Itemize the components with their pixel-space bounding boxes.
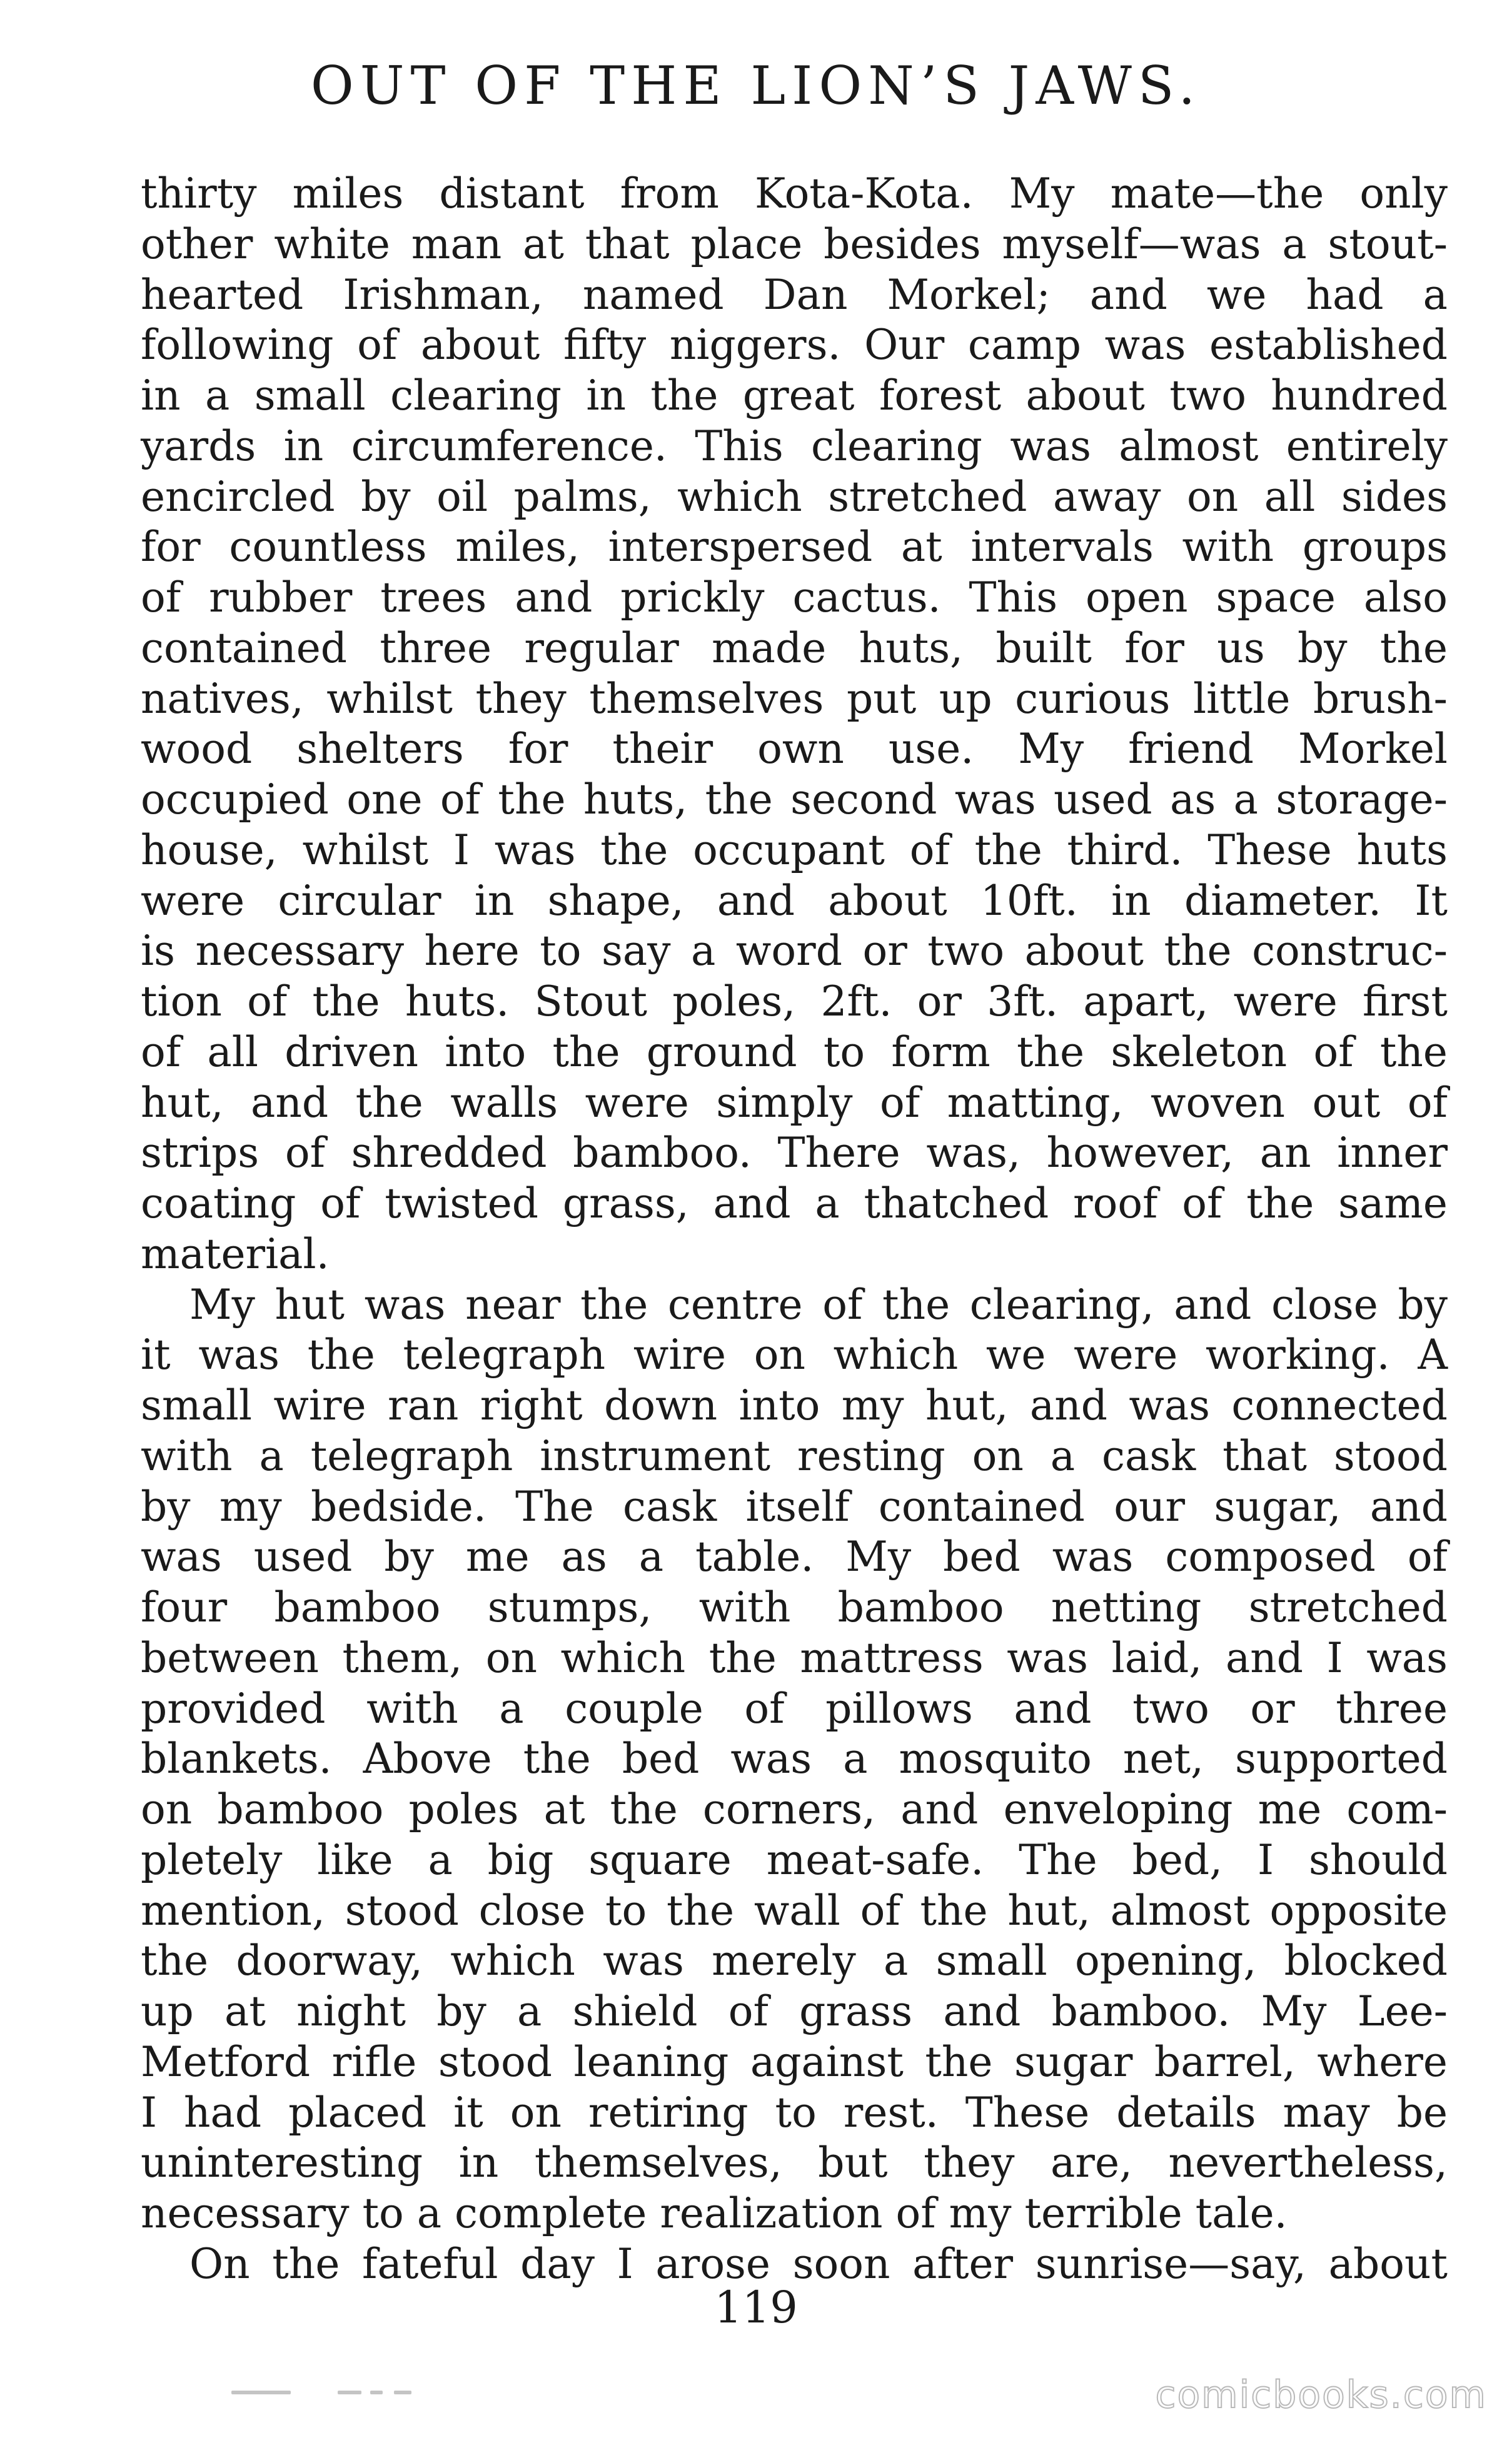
text-line: material.: [141, 1229, 330, 1278]
text-line: four bamboo stumps, with bamboo netting stretched: [141, 1583, 1448, 1631]
text-line: up at night by a shield of grass and bamboo. My Lee-: [141, 1987, 1448, 2035]
text-line: for countless miles, interspersed at intervals with groups: [141, 523, 1448, 572]
page-number: 119: [714, 2282, 798, 2333]
text-line: of all driven into the ground to form the skeleton of the: [141, 1027, 1448, 1076]
text-line: with a telegraph instrument resting on a cask that stood: [141, 1431, 1448, 1480]
text-line: by my bedside. The cask itself contained our sugar, and: [141, 1482, 1448, 1531]
body-text: [141, 169, 1448, 2290]
text-line: of rubber trees and prickly cactus. This open space also: [141, 573, 1448, 622]
text-line: thirty miles distant from Kota-Kota. My mate—the only: [141, 169, 1448, 218]
text-line: tion of the huts. Stout poles, 2ft. or 3ft. apart, were first: [141, 977, 1448, 1026]
text-line: on bamboo poles at the corners, and enveloping me com-: [141, 1785, 1448, 1833]
text-line: natives, whilst they themselves put up curious little brush-: [141, 674, 1448, 723]
text-line: provided with a couple of pillows and two or three: [141, 1684, 1448, 1733]
site-watermark: comicbooks.com: [1155, 2373, 1487, 2417]
text-line: Metford rifle stood leaning against the sugar barrel, where: [141, 2037, 1448, 2086]
text-line: My hut was near the centre of the clearing, and close by: [189, 1280, 1448, 1329]
scan-specks: [231, 2391, 438, 2397]
text-line: strips of shredded bamboo. There was, however, an inner: [141, 1129, 1448, 1177]
text-line: hearted Irishman, named Dan Morkel; and we had a: [141, 270, 1448, 319]
text-line: following of about fifty niggers. Our camp was established: [141, 321, 1448, 370]
text-line: is necessary here to say a word or two about the construc-: [141, 927, 1448, 975]
text-line: was used by me as a table. My bed was composed of: [141, 1533, 1448, 1581]
running-head-title: OUT OF THE LION’S JAWS.: [310, 55, 1202, 116]
text-line: blankets. Above the bed was a mosquito net, supported: [141, 1735, 1448, 1783]
text-line: pletely like a big square meat-safe. The bed, I should: [141, 1835, 1448, 1884]
scan-speck: [370, 2391, 383, 2394]
text-line: the doorway, which was merely a small opening, blocked: [141, 1937, 1448, 1985]
text-line: in a small clearing in the great forest about two hundred: [141, 371, 1448, 420]
text-line: occupied one of the huts, the second was used as a storage-: [141, 775, 1448, 824]
text-line: mention, stood close to the wall of the hut, almost opposite: [141, 1886, 1448, 1935]
scan-speck: [394, 2391, 411, 2394]
text-line: small wire ran right down into my hut, and was connected: [141, 1381, 1448, 1429]
scan-speck: [231, 2391, 291, 2394]
text-line: encircled by oil palms, which stretched away on all sides: [141, 472, 1448, 521]
scan-speck: [338, 2391, 361, 2394]
text-line: other white man at that place besides myself—was a stout-: [141, 219, 1448, 268]
text-line: were circular in shape, and about 10ft. in diameter. It: [141, 876, 1448, 925]
text-line: between them, on which the mattress was laid, and I was: [141, 1633, 1448, 1682]
text-line: I had placed it on retiring to rest. These details may be: [141, 2088, 1448, 2137]
text-line: yards in circumference. This clearing was almost entirely: [141, 421, 1448, 470]
text-line: necessary to a complete realization of my terrible tale.: [141, 2189, 1288, 2237]
text-line: it was the telegraph wire on which we were working. A: [141, 1331, 1448, 1379]
text-line: wood shelters for their own use. My friend Morkel: [141, 725, 1448, 774]
text-line: hut, and the walls were simply of matting, woven out of: [141, 1078, 1448, 1127]
text-line: uninteresting in themselves, but they are, nevertheless,: [141, 2139, 1448, 2187]
text-line: house, whilst I was the occupant of the third. These huts: [141, 825, 1448, 874]
text-line: On the fateful day I arose soon after sunrise—say, about: [189, 2239, 1448, 2288]
text-line: contained three regular made huts, built for us by the: [141, 623, 1448, 672]
text-line: coating of twisted grass, and a thatched roof of the same: [141, 1179, 1448, 1228]
